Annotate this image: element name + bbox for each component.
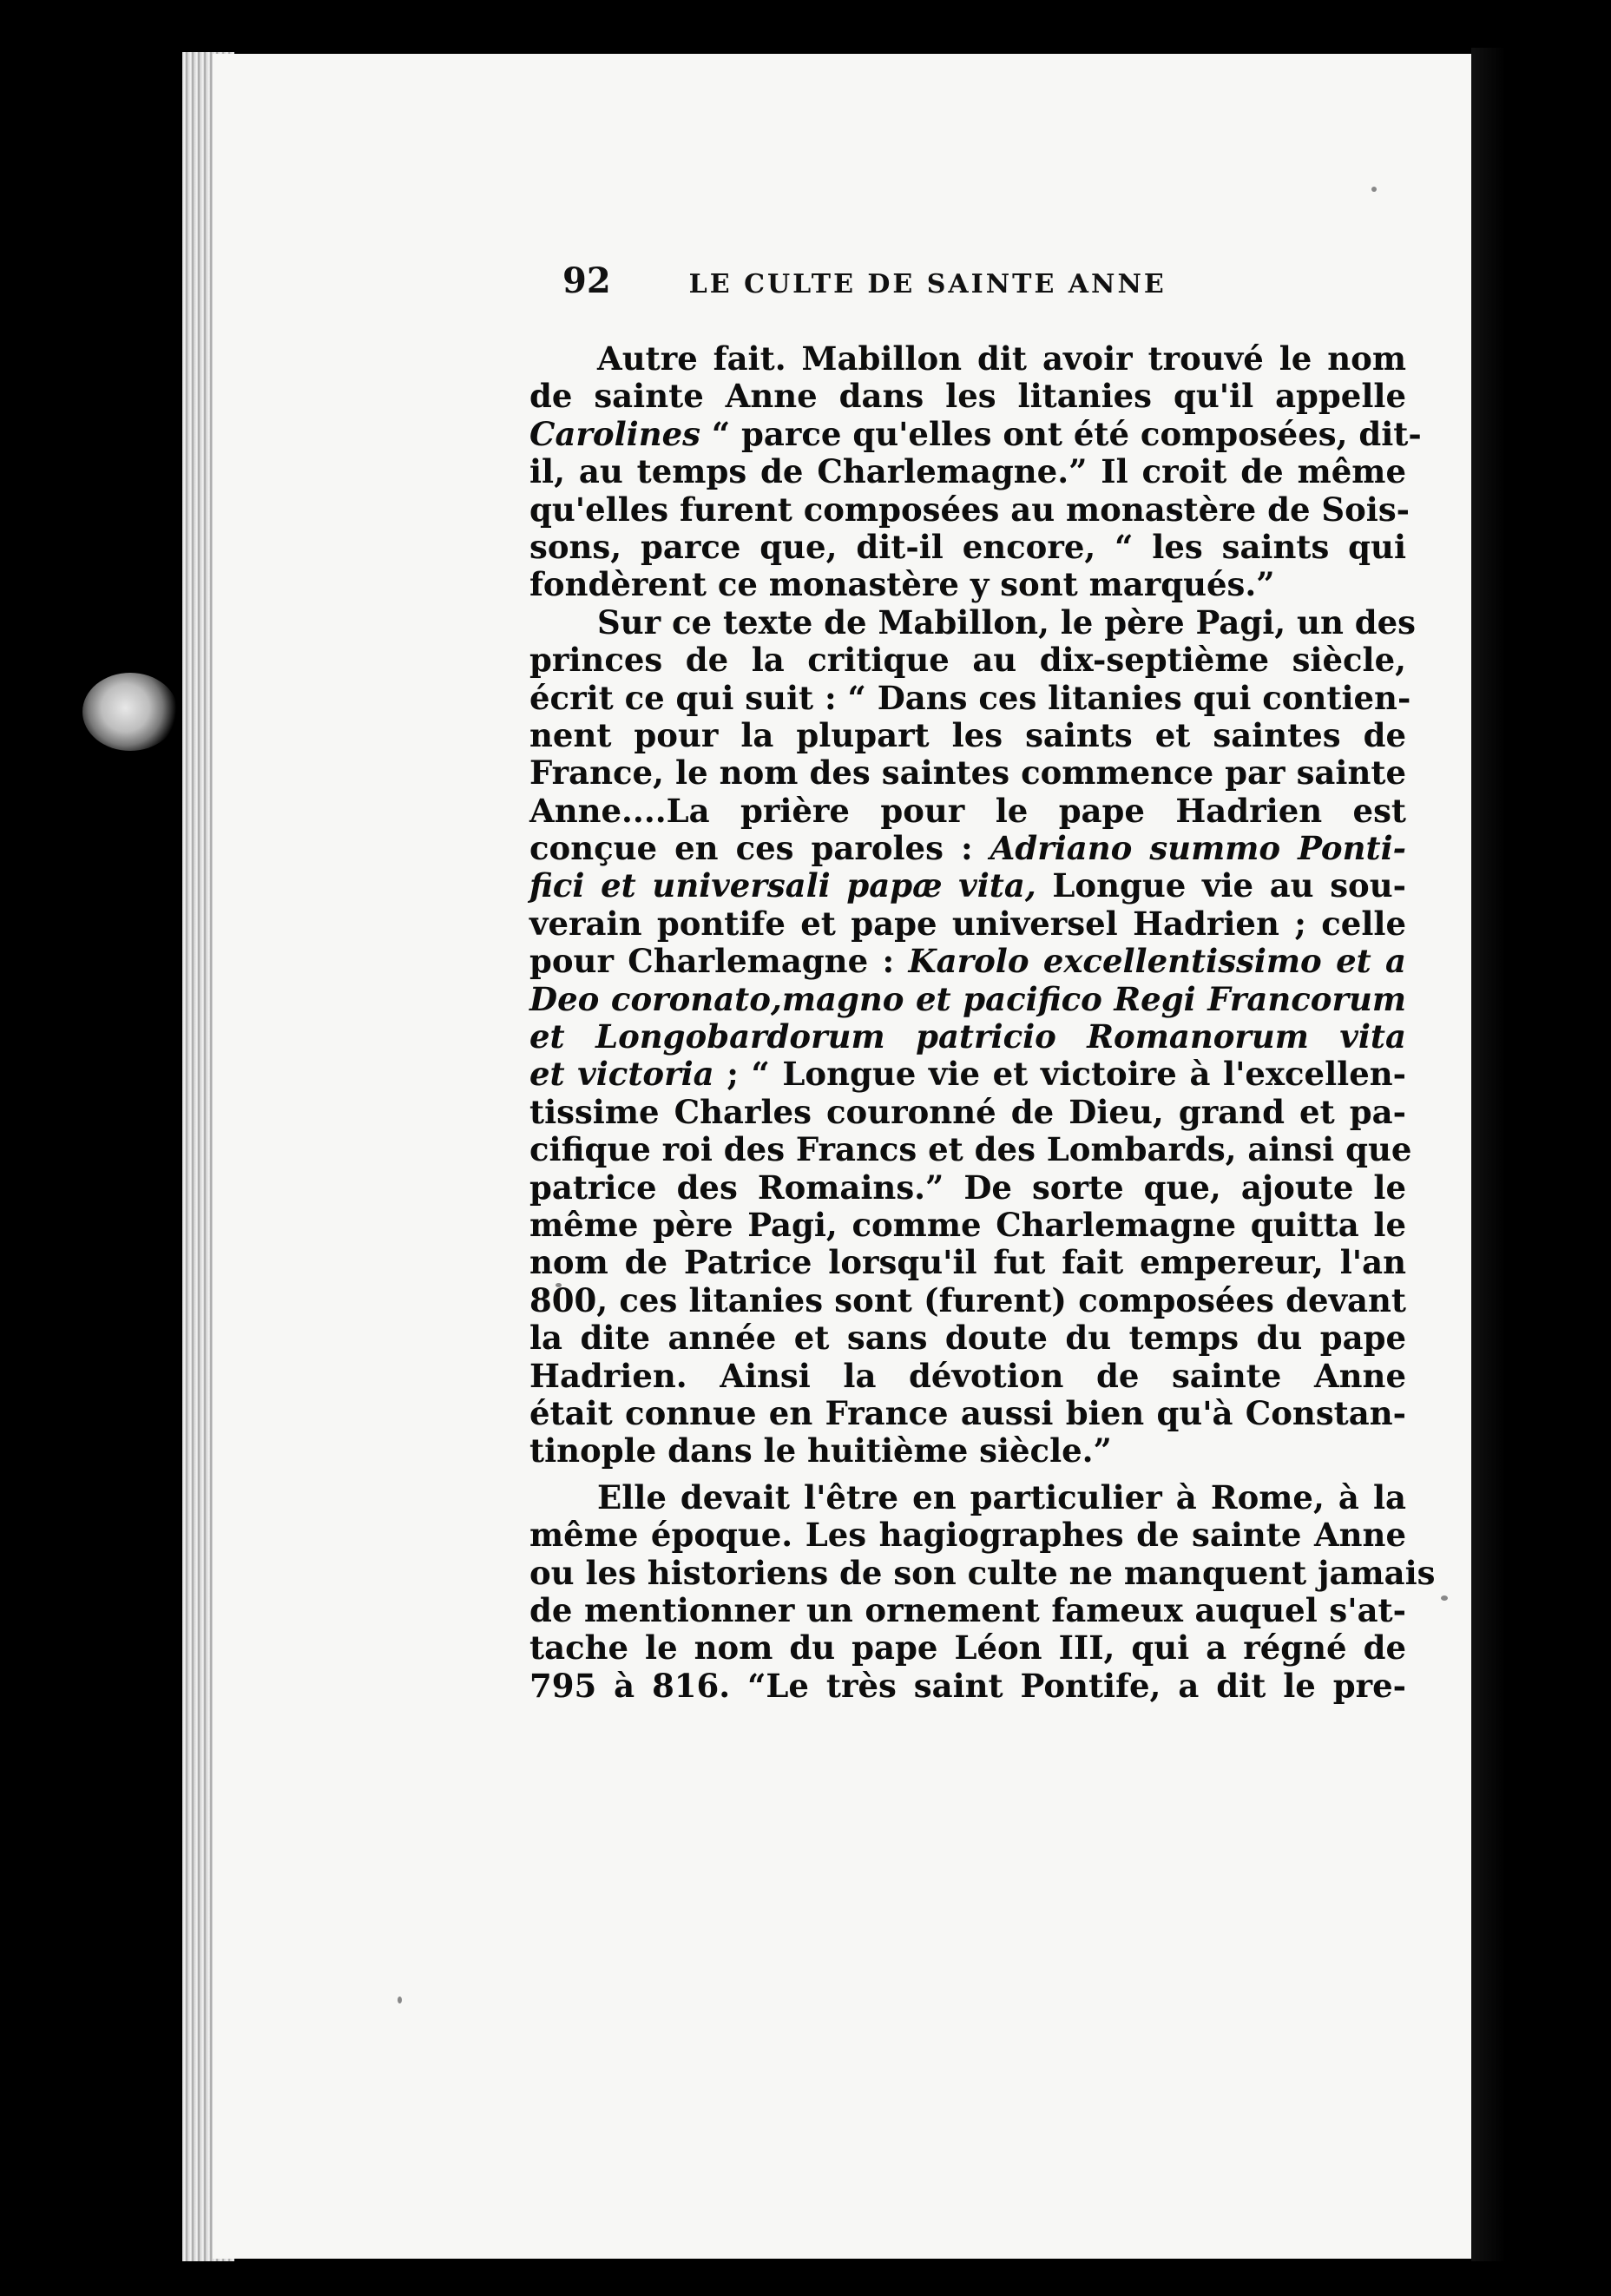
dust-speck: [398, 1997, 402, 2003]
text-segment: Elle devait l'être en particulier à Rome, à la: [597, 1477, 1406, 1516]
text-segment: Longue vie au sou-: [1036, 866, 1406, 905]
text-line: [529, 1018, 1406, 1056]
text-line: [529, 1516, 1406, 1554]
text-segment: nom de Patrice lorsqu'il fut fait empereur, l'an: [529, 1243, 1406, 1282]
text-line: [529, 340, 1406, 378]
text-segment: ; “ Longue vie et victoire à l'excellen-: [713, 1055, 1406, 1094]
text-segment: ou les historiens de son culte ne manquent jamais: [529, 1553, 1436, 1592]
text-line: [529, 1395, 1406, 1432]
text-segment: “ parce qu'elles ont été composées, dit-: [700, 414, 1422, 453]
text-line: [529, 793, 1406, 830]
text-segment: patrice des Romains.” De sorte que, ajoute le: [529, 1168, 1406, 1207]
text-segment: de mentionner un ornement fameux auquel s'at-: [529, 1590, 1406, 1629]
text-line: [529, 529, 1406, 566]
text-line: [529, 867, 1406, 905]
text-line: [529, 1282, 1406, 1319]
paper-damage-blot: [82, 673, 178, 751]
italic-text: et victoria: [529, 1055, 714, 1094]
text-line: [529, 1479, 1406, 1516]
text-segment: Anne....La prière pour le pape Hadrien est: [529, 791, 1406, 830]
binding-shadow: [1471, 48, 1506, 2261]
text-line: [529, 378, 1406, 415]
text-segment: nent pour la plupart les saints et saintes de: [529, 715, 1406, 754]
text-line: [529, 602, 1416, 641]
text-segment: de sainte Anne dans les litanies qu'il appelle: [529, 377, 1406, 416]
italic-text: et Longobardorum patricio Romanorum vita: [529, 1017, 1406, 1056]
text-line: [529, 1244, 1406, 1281]
running-head: LE CULTE DE SAINTE ANNE: [688, 269, 1167, 299]
text-line: [529, 490, 1410, 529]
text-line: [529, 414, 1422, 453]
text-line: [529, 905, 1406, 943]
text-line: [529, 830, 1406, 867]
text-segment: 800, ces litanies sont (furent) composées devant: [529, 1280, 1406, 1319]
text-line: [529, 1432, 1406, 1470]
dust-speck: [1441, 1595, 1448, 1601]
italic-text: fici et universali papæ vita,: [529, 866, 1036, 905]
text-segment: conçue en ces paroles :: [529, 829, 990, 868]
text-line: [529, 678, 1411, 717]
text-segment: Sur ce texte de Mabillon, le père Pagi, un des: [597, 602, 1416, 641]
text-segment: Autre fait. Mabillon dit avoir trouvé le nom: [597, 339, 1406, 378]
text-line: [529, 1094, 1406, 1131]
text-segment: tissime Charles couronné de Dieu, grand et pa-: [529, 1092, 1406, 1131]
text-line: [529, 717, 1406, 754]
text-segment: pour Charlemagne :: [529, 942, 909, 981]
text-segment: tinople dans le huitième siècle.”: [529, 1431, 1112, 1470]
text-segment: était connue en France aussi bien qu'à Constan-: [529, 1393, 1406, 1432]
text-line: [529, 1056, 1406, 1093]
page-header: [562, 260, 1231, 312]
text-segment: il, au temps de Charlemagne.” Il croit de même: [529, 452, 1406, 491]
text-line: [529, 641, 1406, 679]
text-line: [529, 566, 1406, 603]
text-segment: tache le nom du pape Léon III, qui a régné de: [529, 1628, 1406, 1668]
text-segment: cifique roi des Francs et des Lombards, ainsi que: [529, 1130, 1412, 1169]
text-segment: verain pontife et pape universel Hadrien ; celle: [529, 904, 1406, 943]
text-segment: sons, parce que, dit-il encore, “ les saints qui: [529, 527, 1406, 566]
text-segment: Hadrien. Ainsi la dévotion de sainte Anne: [529, 1356, 1406, 1395]
page-number: 92: [562, 260, 611, 301]
text-line: [529, 1169, 1406, 1207]
italic-text: Karolo excellentissimo et a: [908, 942, 1406, 981]
text-segment: écrit ce qui suit : “ Dans ces litanies qui contien-: [529, 678, 1411, 717]
text-segment: même père Pagi, comme Charlemagne quitta le: [529, 1205, 1406, 1244]
body-text: [529, 339, 1436, 1705]
text-segment: 795 à 816. “Le très saint Pontife, a dit le pre-: [529, 1666, 1406, 1705]
italic-text: Deo coronato,magno et pacifico Regi Francorum: [529, 979, 1406, 1018]
text-line: [529, 981, 1406, 1018]
text-segment: la dite année et sans doute du temps du pape: [529, 1319, 1406, 1358]
text-line: [529, 453, 1406, 490]
text-line: [529, 1592, 1406, 1629]
text-line: [529, 1207, 1406, 1244]
text-segment: France, le nom des saintes commence par sainte: [529, 753, 1406, 793]
text-line: [529, 1553, 1436, 1592]
italic-text: Carolines: [529, 414, 700, 453]
text-line: [529, 1358, 1406, 1395]
text-segment: princes de la critique au dix-septième siècle,: [529, 641, 1406, 680]
text-line: [529, 1319, 1406, 1357]
text-line: [529, 943, 1406, 980]
text-segment: fondèrent ce monastère y sont marqués.”: [529, 565, 1275, 604]
text-line: [529, 754, 1406, 792]
dust-speck: [1371, 187, 1377, 192]
text-segment: même époque. Les hagiographes de sainte Anne: [529, 1516, 1406, 1555]
italic-text: Adriano summo Ponti-: [990, 829, 1406, 868]
text-line: [529, 1130, 1412, 1169]
text-segment: qu'elles furent composées au monastère de Sois-: [529, 490, 1410, 529]
text-line: [529, 1668, 1406, 1705]
text-line: [529, 1629, 1406, 1667]
